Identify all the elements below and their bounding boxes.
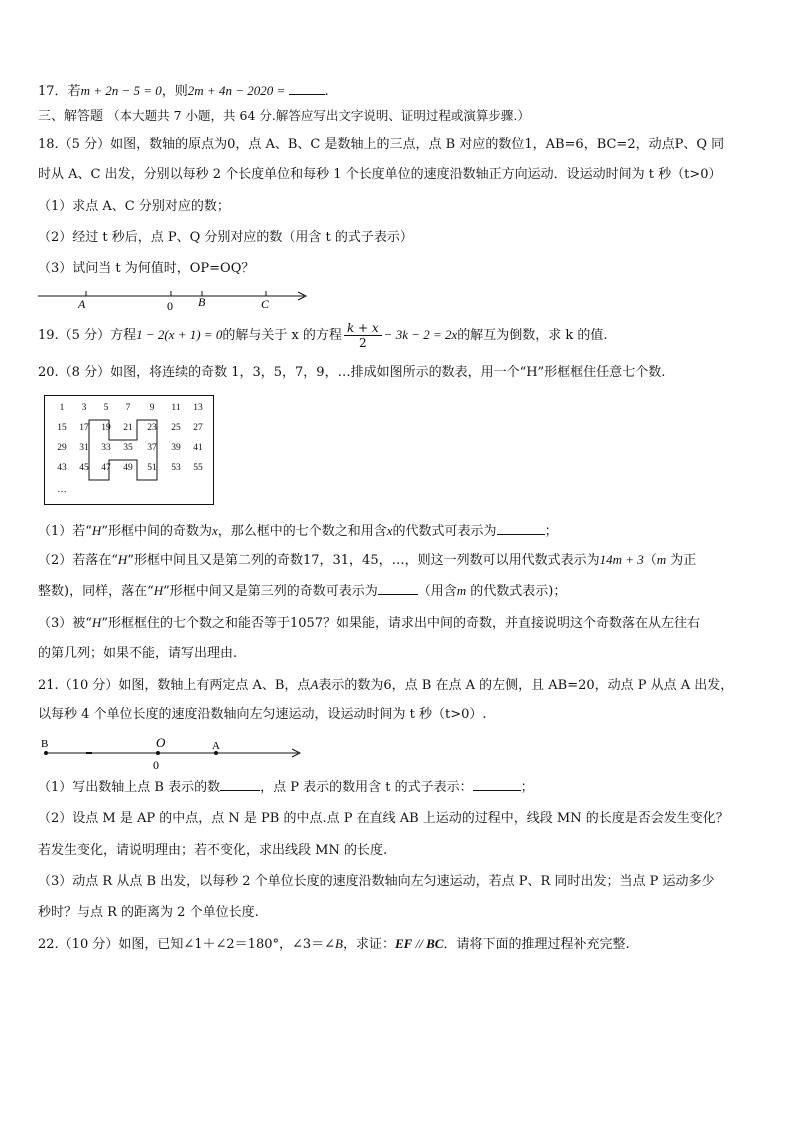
table-cell: 35: [123, 443, 133, 453]
table-cell: 43: [57, 463, 67, 473]
table-cell: 47: [101, 463, 111, 473]
fraction: $\frac{k + x}{2}$: [344, 321, 382, 350]
point-b: [44, 751, 48, 755]
question-22: 22.（10 分）如图，已知∠1＋∠2＝180°，∠3＝∠B，求证：EF // BC．请将下面的推理过程补充完整.: [38, 936, 630, 952]
question-21-part2-line1: （2）设点 M 是 AP 的中点，点 N 是 PB 的中点.点 P 在直线 AB 上运动的过程中，线段 MN 的长度是否会发生变化？: [38, 811, 729, 826]
question-17: 17．若m + 2n − 5 = 0，则2m + 4n − 2020 = .: [38, 83, 329, 99]
table-cell: 27: [193, 423, 203, 433]
table-cell: 7: [125, 403, 131, 413]
answer-blank: [497, 534, 545, 535]
table-cell: …: [57, 485, 67, 495]
question-20-part2-line2: 整数)，同样，落在“H”形框中间又是第三列的奇数可表示为 （用含m 的代数式表示)；: [38, 583, 567, 599]
label-b: B: [198, 295, 206, 309]
label-b: B: [41, 738, 49, 750]
answer-blank: [473, 790, 521, 791]
label-o: O: [156, 735, 166, 750]
table-cell: 19: [101, 423, 111, 433]
section-heading: 三、解答题 （本大题共 7 小题，共 64 分.解答应写出文字说明、证明过程或演算步骤.）: [38, 108, 530, 124]
question-20-part2-line1: （2）若落在“H”形框中间且又是第二列的奇数17，31，45，…，则这一列数可以用代数式表示为14m + 3（m 为正: [38, 552, 697, 568]
table-cell: 37: [147, 443, 157, 453]
question-20-part3-line1: （3）被“H”形框框住的七个数之和能否等于1057？如果能，请求出中间的奇数，并直接说明这个奇数落在从左往右: [38, 615, 701, 631]
table-cell: 53: [171, 463, 181, 473]
question-21-part3-line2: 秒时？与点 R 的距离为 2 个单位长度.: [38, 905, 259, 920]
label-zero: 0: [153, 758, 159, 772]
table-cell: 23: [147, 423, 157, 433]
question-19: 19.（5 分）方程1 − 2(x + 1) = 0的解与关于 x 的方程 $\frac{k + x}{2}$ − 3k − 2 = 2x的解互为倒数，求 k 的值.: [38, 321, 608, 350]
table-cell: 55: [193, 463, 203, 473]
question-18-line2: 时从 A、C 出发，分别以每秒 2 个长度单位和每秒 1 个长度单位的速度沿数轴正方向运动．设运动时间为 t 秒（t>0）: [38, 167, 722, 182]
question-18-part2: （2）经过 t 秒后，点 P、Q 分别对应的数（用含 t 的式子表示）: [38, 230, 413, 245]
label-a: A: [78, 297, 86, 311]
number-line-q21: [36, 733, 306, 773]
table-cell: 1: [59, 403, 65, 413]
table-cell: 25: [171, 423, 181, 433]
table-cell: 45: [79, 463, 89, 473]
number-line-q18: [36, 286, 316, 314]
label-zero: 0: [167, 299, 173, 313]
question-18-part3: （3）试问当 t 为何值时，OP=OQ？: [38, 261, 255, 276]
question-20-line1: 20.（8 分）如图，将连续的奇数 1，3，5，7，9，…排成如图所示的数表，用一个“H”形框框住任意七个数.: [38, 365, 666, 380]
table-cell: 39: [171, 443, 181, 453]
question-21-line2: 以每秒 4 个单位长度的速度沿数轴向左匀速运动，设运动时间为 t 秒（t>0）.: [38, 707, 487, 722]
question-20-part1: （1）若“H”形框中间的奇数为x，那么框中的七个数之和用含x的代数式可表示为 ；: [38, 523, 558, 539]
table-cell: 15: [57, 423, 67, 433]
answer-blank: [220, 790, 260, 791]
question-21-part3-line1: （3）动点 R 从点 B 出发，以每秒 2 个单位长度的速度沿数轴向左匀速运动，若点 P、R 同时出发；当点 P 运动多少: [38, 874, 715, 889]
table-cell: 13: [193, 403, 203, 413]
table-cell: 5: [103, 403, 109, 413]
table-grid: [45, 396, 213, 504]
answer-blank: [378, 594, 418, 595]
point-o: [156, 751, 160, 755]
answer-blank: [289, 94, 325, 95]
table-cell: 31: [79, 443, 89, 453]
table-cell: 17: [79, 423, 89, 433]
question-21-part2-line2: 若发生变化，请说明理由；若不变化，求出线段 MN 的长度.: [38, 843, 388, 858]
table-cell: 3: [81, 403, 87, 413]
label-a: A: [212, 740, 220, 752]
table-cell: 29: [57, 443, 67, 453]
label-c: C: [261, 297, 270, 311]
question-20-part3-line2: 的第几列；如果不能，请写出理由.: [38, 646, 238, 661]
table-cell: 9: [149, 403, 155, 413]
table-cell: 21: [123, 423, 133, 433]
odd-number-table: [44, 395, 214, 505]
table-cell: 41: [193, 443, 203, 453]
question-21-part1: （1）写出数轴上点 B 表示的数 ，点 P 表示的数用含 t 的式子表示： ；: [38, 780, 534, 795]
table-cell: 49: [123, 463, 133, 473]
table-cell: 51: [147, 463, 157, 473]
question-18-part1: （1）求点 A、C 分别对应的数；: [38, 199, 230, 214]
table-cell: 33: [101, 443, 111, 453]
table-cell: 11: [171, 403, 181, 413]
question-18-line1: 18.（5 分）如图，数轴的原点为0，点 A、B、C 是数轴上的三点，点 B 对应的数位1，AB=6，BC=2，动点P、Q 同: [38, 137, 725, 152]
question-21-line1: 21.（10 分）如图，数轴上有两定点 A、B，点A表示的数为6，点 B 在点 A 的左侧，且 AB=20，动点 P 从点 A 出发，: [38, 677, 734, 693]
